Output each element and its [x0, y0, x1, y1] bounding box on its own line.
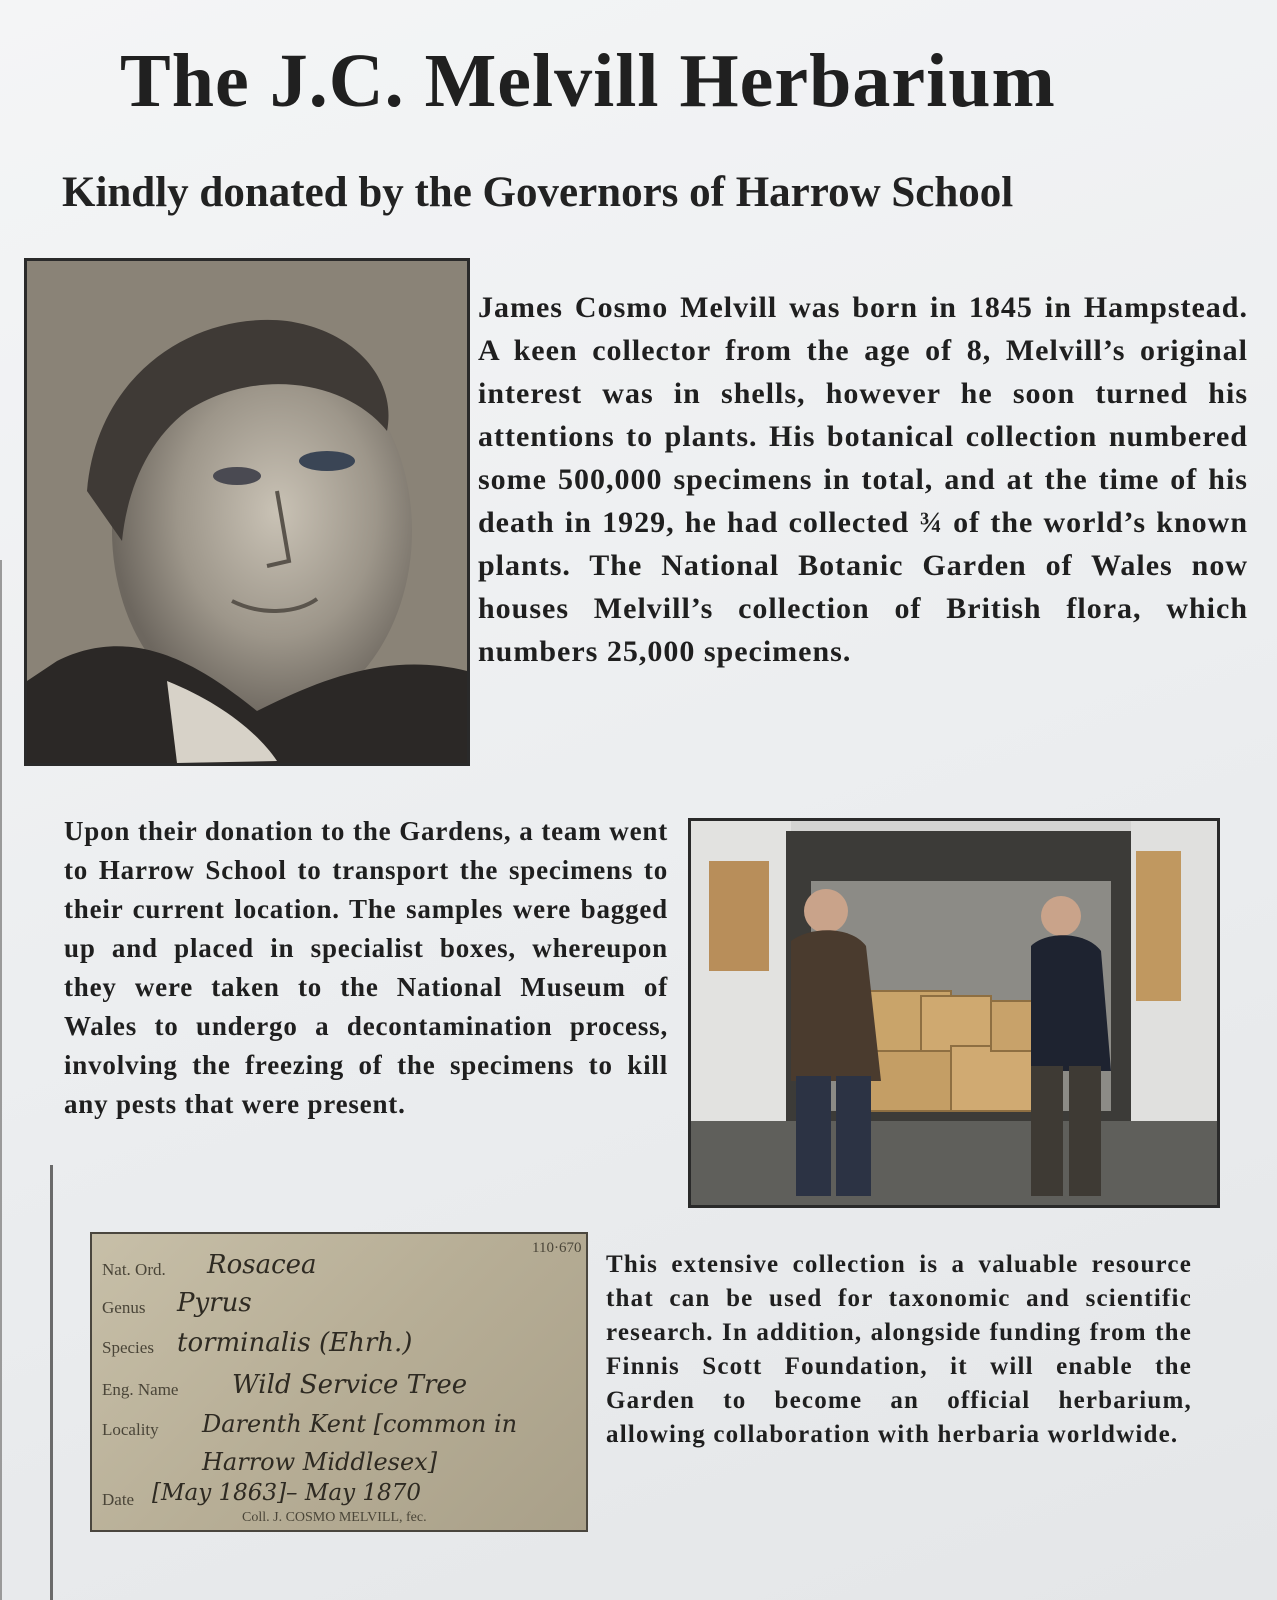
- label-field-value: Harrow Middlesex]: [202, 1448, 438, 1476]
- panel-edge: [0, 560, 2, 1600]
- portrait-illustration: [27, 261, 467, 763]
- melvill-portrait-photo: [24, 258, 470, 766]
- label-field-value: [May 1863]– May 1870: [152, 1480, 421, 1506]
- donation-paragraph: Upon their donation to the Gardens, a team went to Harrow School to transport the specimens to their current location. The samples were bagged up and placed in specialist boxes, whereupon they were taken to the National Museum of Wales to undergo a decontamination process, involving the freezing of the specimens to kill any pests that were present.: [64, 816, 668, 1119]
- label-field-value: Pyrus: [177, 1288, 252, 1318]
- page-subtitle: Kindly donated by the Governors of Harrow School: [62, 169, 1014, 216]
- label-field-name: Eng. Name: [102, 1380, 179, 1399]
- label-field-name: Date: [102, 1490, 135, 1509]
- page-title: The J.C. Melvill Herbarium: [120, 39, 1056, 123]
- label-field-name: Genus: [102, 1298, 146, 1317]
- label-field-value: Rosacea: [207, 1250, 317, 1280]
- label-field-name: Nat. Ord.: [102, 1260, 166, 1279]
- resource-paragraph: This extensive collection is a valuable resource that can be used for taxonomic and scientific research. In addition, alongside funding from the Finnis Scott Foundation, it will enable the Garden to become an official herbarium, allowing collaboration with herbaria worldwide.: [606, 1251, 1192, 1448]
- biography-paragraph: James Cosmo Melvill was born in 1845 in Hampstead. A keen collector from the age of 8, Melvill’s original interest was in shells, however he soon turned his attentions to plants. His botanical collection numbered some 500,000 specimens in total, and at the time of his death in 1929, he had collected ¾ of the world’s known plants. The National Botanic Garden of Wales now houses Melvill’s collection of British flora, which numbers 25,000 specimens.: [478, 291, 1248, 668]
- specimen-collector: Coll. J. COSMO MELVILL, fec.: [242, 1510, 427, 1525]
- label-field-value: Wild Service Tree: [232, 1370, 468, 1400]
- panel-frame-line: [50, 1165, 53, 1600]
- label-field-value: torminalis (Ehrh.): [177, 1328, 413, 1358]
- van-illustration: [691, 821, 1217, 1205]
- label-field-name: Locality: [102, 1420, 159, 1439]
- specimen-label-photo: [90, 1232, 588, 1532]
- van-loading-photo: [688, 818, 1220, 1208]
- label-field-name: Species: [102, 1338, 154, 1357]
- specimen-number: 110·670: [532, 1240, 582, 1256]
- label-field-value: Darenth Kent [common in: [202, 1410, 518, 1438]
